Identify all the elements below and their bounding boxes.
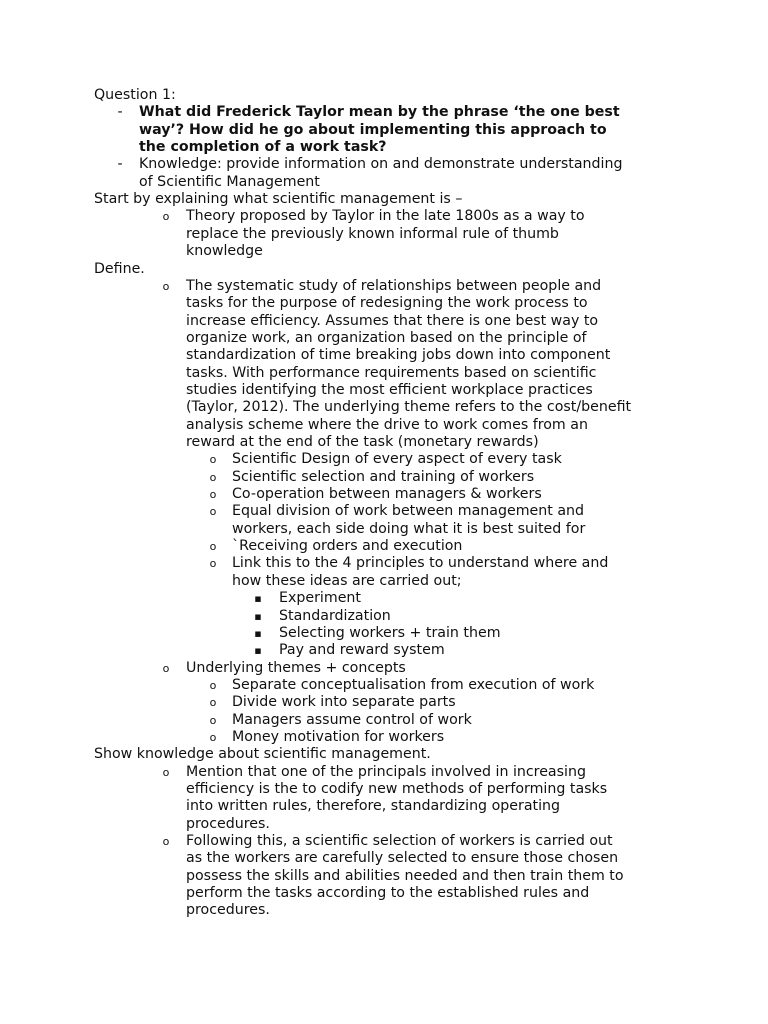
line-text: (Taylor, 2012). The underlying theme refers to the cost/benefit	[186, 399, 632, 416]
line-text: way’? How did he go about implementing this approach to	[139, 121, 607, 138]
circle-bullet-icon: o	[209, 696, 217, 710]
circle-bullet-icon: o	[209, 453, 217, 467]
square-bullet-icon: ▪	[254, 644, 262, 658]
line-text: Start by explaining what scientific management is –	[94, 191, 463, 208]
line-text: Define.	[94, 260, 145, 277]
line-text: analysis scheme where the drive to work comes from an	[186, 416, 588, 433]
line-text: Money motivation for workers	[232, 728, 445, 745]
line-text: tasks. With performance requirements based on scientific	[186, 364, 597, 381]
line-text: organize work, an organization based on the principle of	[186, 329, 587, 346]
line-text: Managers assume control of work	[232, 711, 472, 728]
line-text: as the workers are carefully selected to ensure those chosen	[186, 850, 619, 867]
circle-bullet-icon: o	[209, 505, 217, 519]
dash-bullet-icon: -	[117, 156, 123, 173]
line-text: Knowledge: provide information on and demonstrate understanding	[139, 156, 623, 173]
circle-bullet-icon: o	[209, 713, 217, 727]
circle-bullet-icon: o	[162, 835, 170, 849]
line-text: Standardization	[279, 607, 391, 624]
square-bullet-icon: ▪	[254, 609, 262, 623]
line-text: Link this to the 4 principles to understand where and	[232, 555, 609, 572]
circle-bullet-icon: o	[209, 557, 217, 571]
line-text: studies identifying the most efficient workplace practices	[186, 381, 593, 398]
line-text: Selecting workers + train them	[279, 624, 501, 641]
line-text: Divide work into separate parts	[232, 694, 456, 711]
line-text: Show knowledge about scientific management.	[94, 746, 431, 763]
line-text: into written rules, therefore, standardizing operating	[186, 798, 561, 815]
line-text: Pay and reward system	[279, 642, 445, 659]
line-text: the completion of a work task?	[139, 139, 387, 156]
line-text: Experiment	[279, 590, 361, 607]
line-text: What did Frederick Taylor mean by the phrase ‘the one best	[139, 104, 620, 121]
line-text: Question 1:	[94, 87, 176, 103]
line-text: knowledge	[186, 243, 263, 260]
line-text: Scientific Design of every aspect of every task	[232, 451, 562, 468]
line-text: The systematic study of relationships between people and	[186, 277, 602, 294]
circle-bullet-icon: o	[209, 678, 217, 692]
line-text: Scientific selection and training of workers	[232, 468, 535, 485]
circle-bullet-icon: o	[162, 210, 170, 224]
dash-bullet-icon: -	[117, 104, 123, 121]
line-text: Mention that one of the principals involved in increasing	[186, 763, 586, 780]
line-text: of Scientific Management	[139, 173, 320, 190]
line-text: workers, each side doing what it is best suited for	[232, 520, 586, 537]
circle-bullet-icon: o	[162, 279, 170, 293]
line-text: possess the skills and abilities needed and then train them to	[186, 867, 624, 884]
circle-bullet-icon: o	[209, 730, 217, 744]
line-text: how these ideas are carried out;	[232, 572, 462, 589]
line-text: tasks for the purpose of redesigning the work process to	[186, 295, 588, 312]
circle-bullet-icon: o	[209, 470, 217, 484]
circle-bullet-icon: o	[209, 488, 217, 502]
line-text: standardization of time breaking jobs down into component	[186, 347, 611, 364]
line-text: reward at the end of the task (monetary rewards)	[186, 434, 539, 450]
line-text: Theory proposed by Taylor in the late 1800s as a way to	[186, 208, 585, 225]
line-text: Underlying themes + concepts	[186, 659, 406, 676]
line-text: procedures.	[186, 815, 270, 832]
line-text: Following this, a scientific selection of workers is carried out	[186, 833, 613, 850]
square-bullet-icon: ▪	[254, 626, 262, 640]
line-text: Co-operation between managers & workers	[232, 486, 542, 503]
circle-bullet-icon: o	[162, 661, 170, 675]
line-text: `Receiving orders and execution	[232, 538, 463, 555]
circle-bullet-icon: o	[162, 765, 170, 779]
square-bullet-icon: ▪	[254, 592, 262, 606]
line-text: increase efficiency. Assumes that there is one best way to	[186, 312, 599, 329]
line-text: efficiency is the to codify new methods of performing tasks	[186, 781, 608, 797]
line-text: procedures.	[186, 902, 270, 919]
line-text: perform the tasks according to the established rules and	[186, 885, 590, 902]
circle-bullet-icon: o	[209, 540, 217, 554]
line-text: Equal division of work between management and	[232, 503, 585, 520]
line-text: Separate conceptualisation from execution of work	[232, 676, 595, 693]
line-text: replace the previously known informal rule of thumb	[186, 225, 559, 242]
